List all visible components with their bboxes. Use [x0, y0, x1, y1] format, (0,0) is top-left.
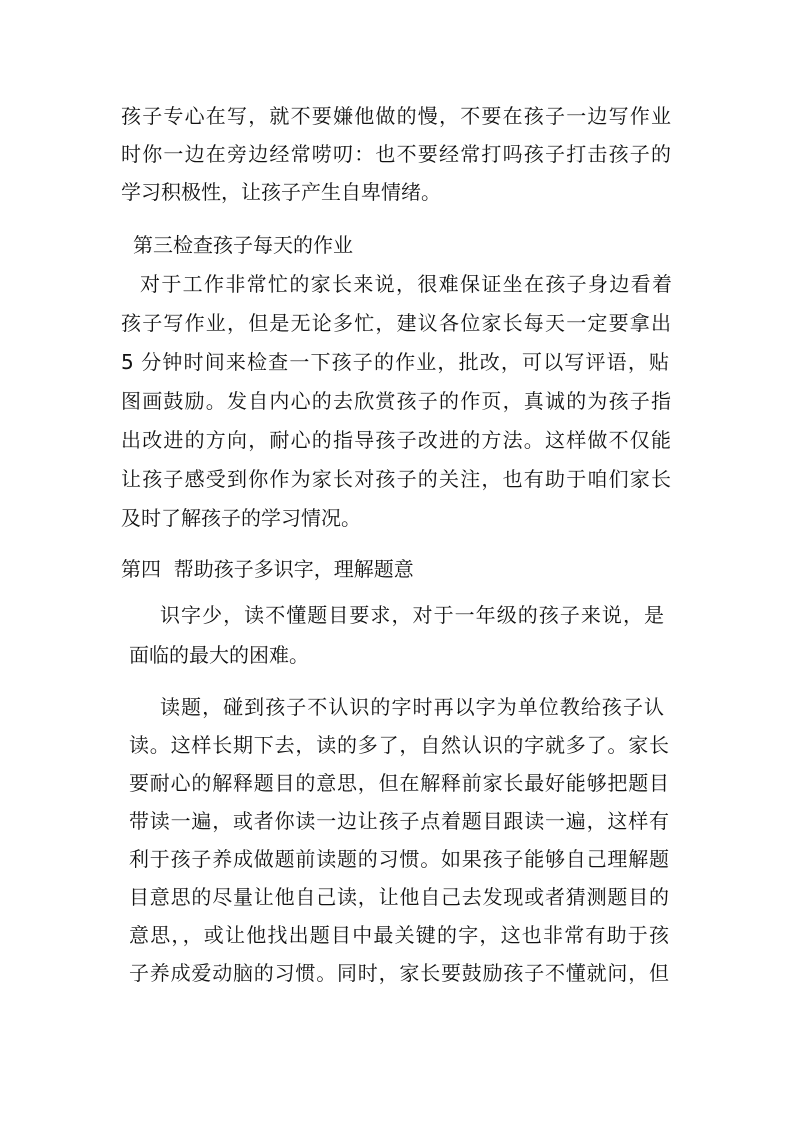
- body-line: 识字少，读不懂题目要求，对于一年级的孩子来说，是: [160, 603, 664, 627]
- section-heading-3: 第三检查孩子每天的作业: [133, 233, 353, 257]
- body-line: 时你一边在旁边经常唠叨：也不要经常打吗孩子打击孩子的: [121, 142, 671, 166]
- body-line: 读。这样长期下去，读的多了，自然认识的字就多了。家长: [129, 733, 669, 757]
- body-line: 让孩子感受到你作为家长对孩子的关注，也有助于咱们家长: [121, 467, 671, 491]
- body-line: 5 分钟时间来检查一下孩子的作业，批改，可以写评语，贴: [121, 350, 669, 374]
- body-line: 带读一遍，或者你读一边让孩子点着题目跟读一遍，这样有: [129, 809, 669, 833]
- body-line: 及时了解孩子的学习情况。: [121, 506, 361, 530]
- body-line: 出改进的方向，耐心的指导孩子改进的方法。这样做不仅能: [121, 428, 671, 452]
- body-line: 图画鼓励。发自内心的去欣赏孩子的作页，真诚的为孩子指: [121, 389, 671, 413]
- body-line: 要耐心的解释题目的意思，但在解释前家长最好能够把题目: [129, 771, 669, 795]
- body-line: 读题，碰到孩子不认识的字时再以字为单位教给孩子认: [160, 695, 664, 719]
- body-line: 意思，，或让他找出题目中最关键的字，这也非常有助于孩: [129, 923, 669, 947]
- body-line: 利于孩子养成做题前读题的习惯。如果孩子能够自己理解题: [129, 847, 669, 871]
- body-line: 对于工作非常忙的家长来说，很难保证坐在孩子身边看着: [140, 272, 672, 296]
- body-line: 面临的最大的困难。: [129, 643, 309, 667]
- body-line: 子养成爱动脑的习惯。同时，家长要鼓励孩子不懂就问，但: [129, 961, 669, 985]
- body-line: 目意思的尽量让他自己读，让他自己去发现或者猜测题目的: [129, 885, 669, 909]
- body-line: 孩子专心在写，就不要嫌他做的慢，不要在孩子一边写作业: [121, 104, 671, 128]
- body-line: 孩子写作业，但是无论多忙，建议各位家长每天一定要拿出: [121, 311, 671, 335]
- body-line: 学习积极性，让孩子产生自卑情绪。: [121, 180, 441, 204]
- section-heading-4: 第四 帮助孩子多识字，理解题意: [121, 557, 414, 581]
